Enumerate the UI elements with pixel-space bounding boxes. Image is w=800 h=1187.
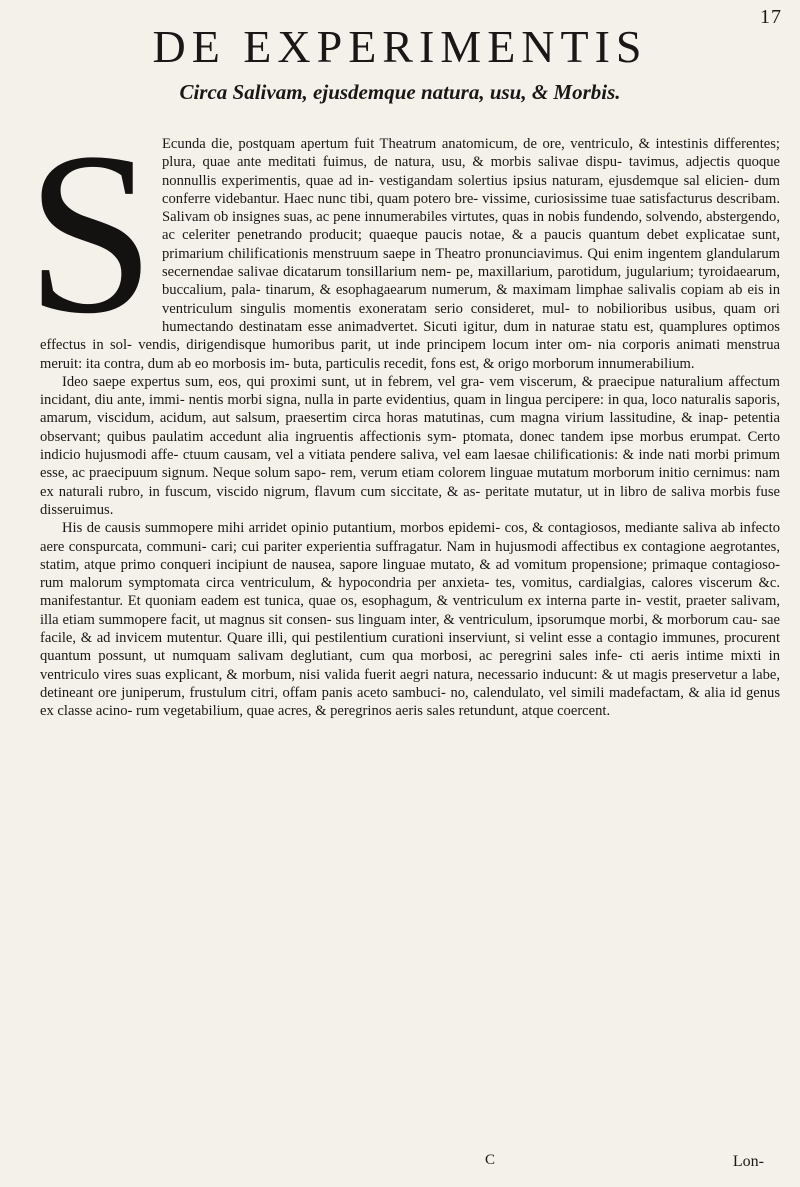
running-title: DE EXPERIMENTIS <box>152 21 648 72</box>
subtitle: Circa Salivam, ejusdemque natura, usu, & Morbis. <box>179 80 621 104</box>
paragraph-1: Ecunda die, postquam apertum fuit Theatrum anatomicum, de ore, ventriculo, & intestinis differentes; plura, quae ante meditati fuimus, de natura, usu, & morbis salivae dispu- tavimus, adjectis quoque nonnullis experimentis, quae ad in- vestigandam solertius ipsius naturam, ejusdemque sal elicien- dum conferre videbantur. Haec nunc tibi, quam potero bre- vissime, curiosissime tuae satisfacturus describam. Salivam ob insignes suas, ac pene innumerabiles virtutes, quas in nobis fundendo, solvendo, abstergendo, ac celeriter penetrando producit; quaeque paucis notae, & a paucis quantum debet explicatae sunt, primarium chilificationis menstruum saepe in Theatro pronunciavimus. Qui enim ingentem glandularum secernendae salivae dicatarum tonsillarium nem- pe, maxillarium, parotidum, jugularium; tyroidaearum, buccalium, pala- tinarum, & esophagaearum numerum, & maximam limphae salivalis copiam ab eis in ventriculum singulis momentis exoneratam serio consideret, mul- to nobilioribus usibus, quam ori humectando destinatam esse animadvertet. Sicuti igitur, dum in naturae statu est, quamplures optimos effectus in sol- vendis, dirigendisque humoribus parit, ut inde principem locum inter om- nia corporis animati menstrua meruit: ita contra, dum ab eo morbosis im- buta, particulis recedit, fons est, & origo morborum innumerabilium. <box>40 136 780 372</box>
page-number: 17 <box>760 6 782 28</box>
body-text <box>40 135 780 721</box>
paragraph-3: His de causis summopere mihi arridet opinio putantium, morbos epidemi- cos, & contagiosos, mediante saliva ab infecto aere conspurcata, communi- cari; cui pariter experientia suffragatur. Nam in hujusmodi affectibus ex contagione aegrotantes, statim, atque primo conqueri incipiunt de nausea, sapore linguae mutato, & ad vomitum propensione; primaque contagioso- rum malorum symptomata circa ventriculum, & hypocondria per anxieta- tes, vomitus, cardialgias, calores viscerum &c. manifestantur. Et quoniam eadem est tunica, quae os, esophagum, & ventriculum ex interna parte in- vestit, praeter salivam, illa etiam summopere facit, ut magnus sit consen- sus linguam inter, & ventriculum, ipsorumque morbi, & morborum cau- sae facile, & ad invicem mutentur. Quare illi, qui pestilentium curationi inserviunt, si velint esse a contagio immunes, procurent quantum possunt, ut numquam salivam deglutiant, cum qua morbosi, ac peregrini sales infe- cti aeris intime mixti in ventriculo vires suas explicant, & morbum, nisi valida fuerit aegri natura, necessario inducunt: & ut magis preservetur a labe, detineant ore juniperum, frustulum citri, offam panis aceto sambuci- no, calendulato, vel simili madefactam, & alia id genus ex classe acino- rum vegetabilium, quae acres, & peregrinos aeris sales retundunt, atque coercent. <box>40 520 780 720</box>
catchword: Lon- <box>732 1153 764 1170</box>
initial-spacer <box>40 135 154 319</box>
decorative-initial: S <box>26 105 156 362</box>
signature-mark: C <box>485 1152 496 1168</box>
paragraph-2: Ideo saepe expertus sum, eos, qui proximi sunt, ut in febrem, vel gra- vem viscerum, & praecipue naturalium affectum incidant, diu ante, immi- nentis morbi signa, nulla in parte evidentius, quam in lingua percipere: in qua, loco naturalis saporis, amarum, viscidum, acidum, aut salsum, praesertim circa horas matutinas, cum magna virium lassitudine, & inap- petentia observant; quibus paulatim accedunt alia ingruentis affectionis sym- ptomata, donec tandem ipse morbus erumpat. Certo indicio hujusmodi affe- ctuum causam, vel a vitiata pendere saliva, vel eam laesae chilificationis: & inde nati morbi primum esse, ac praecipuum signum. Neque solum sapo- rem, verum etiam colorem linguae mutatum morborum initio cernimus: nam ex naturali rubro, in fuscum, viscido nigrum, flavum cum siccitate, & as- peritate mutatur, ut in libro de saliva morbis fuse disseruimus. <box>40 373 780 518</box>
